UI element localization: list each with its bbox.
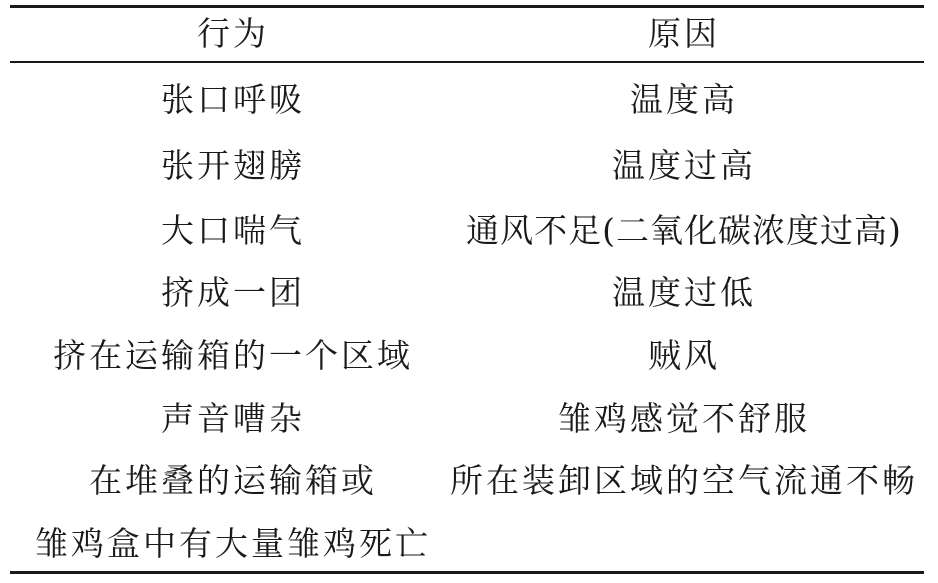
header-divider-rule	[10, 61, 924, 63]
table-bottom-rule	[10, 571, 924, 574]
behavior-cell: 张开翅膀	[161, 146, 305, 185]
cause-cell: 所在装卸区域的空气流通不畅	[450, 461, 918, 500]
cause-cell: 通风不足(二氧化碳浓度过高)	[466, 211, 902, 250]
cause-cell: 雏鸡感觉不舒服	[558, 399, 810, 438]
cause-cell: 温度过高	[612, 146, 756, 185]
cause-cell: 温度高	[630, 80, 738, 119]
cause-cell: 贼风	[648, 336, 720, 375]
behavior-cell: 雏鸡盒中有大量雏鸡死亡	[35, 524, 431, 563]
behavior-cell: 大口喘气	[161, 211, 305, 250]
behavior-cell: 挤成一团	[161, 273, 305, 312]
column-header-behavior: 行为	[197, 14, 269, 53]
column-header-cause: 原因	[648, 14, 720, 53]
behavior-cell: 声音嘈杂	[161, 399, 305, 438]
behavior-cell: 张口呼吸	[161, 80, 305, 119]
table-top-rule	[10, 5, 924, 8]
behavior-cell: 在堆叠的运输箱或	[89, 461, 377, 500]
cause-cell: 温度过低	[612, 273, 756, 312]
behavior-cell: 挤在运输箱的一个区域	[53, 336, 413, 375]
